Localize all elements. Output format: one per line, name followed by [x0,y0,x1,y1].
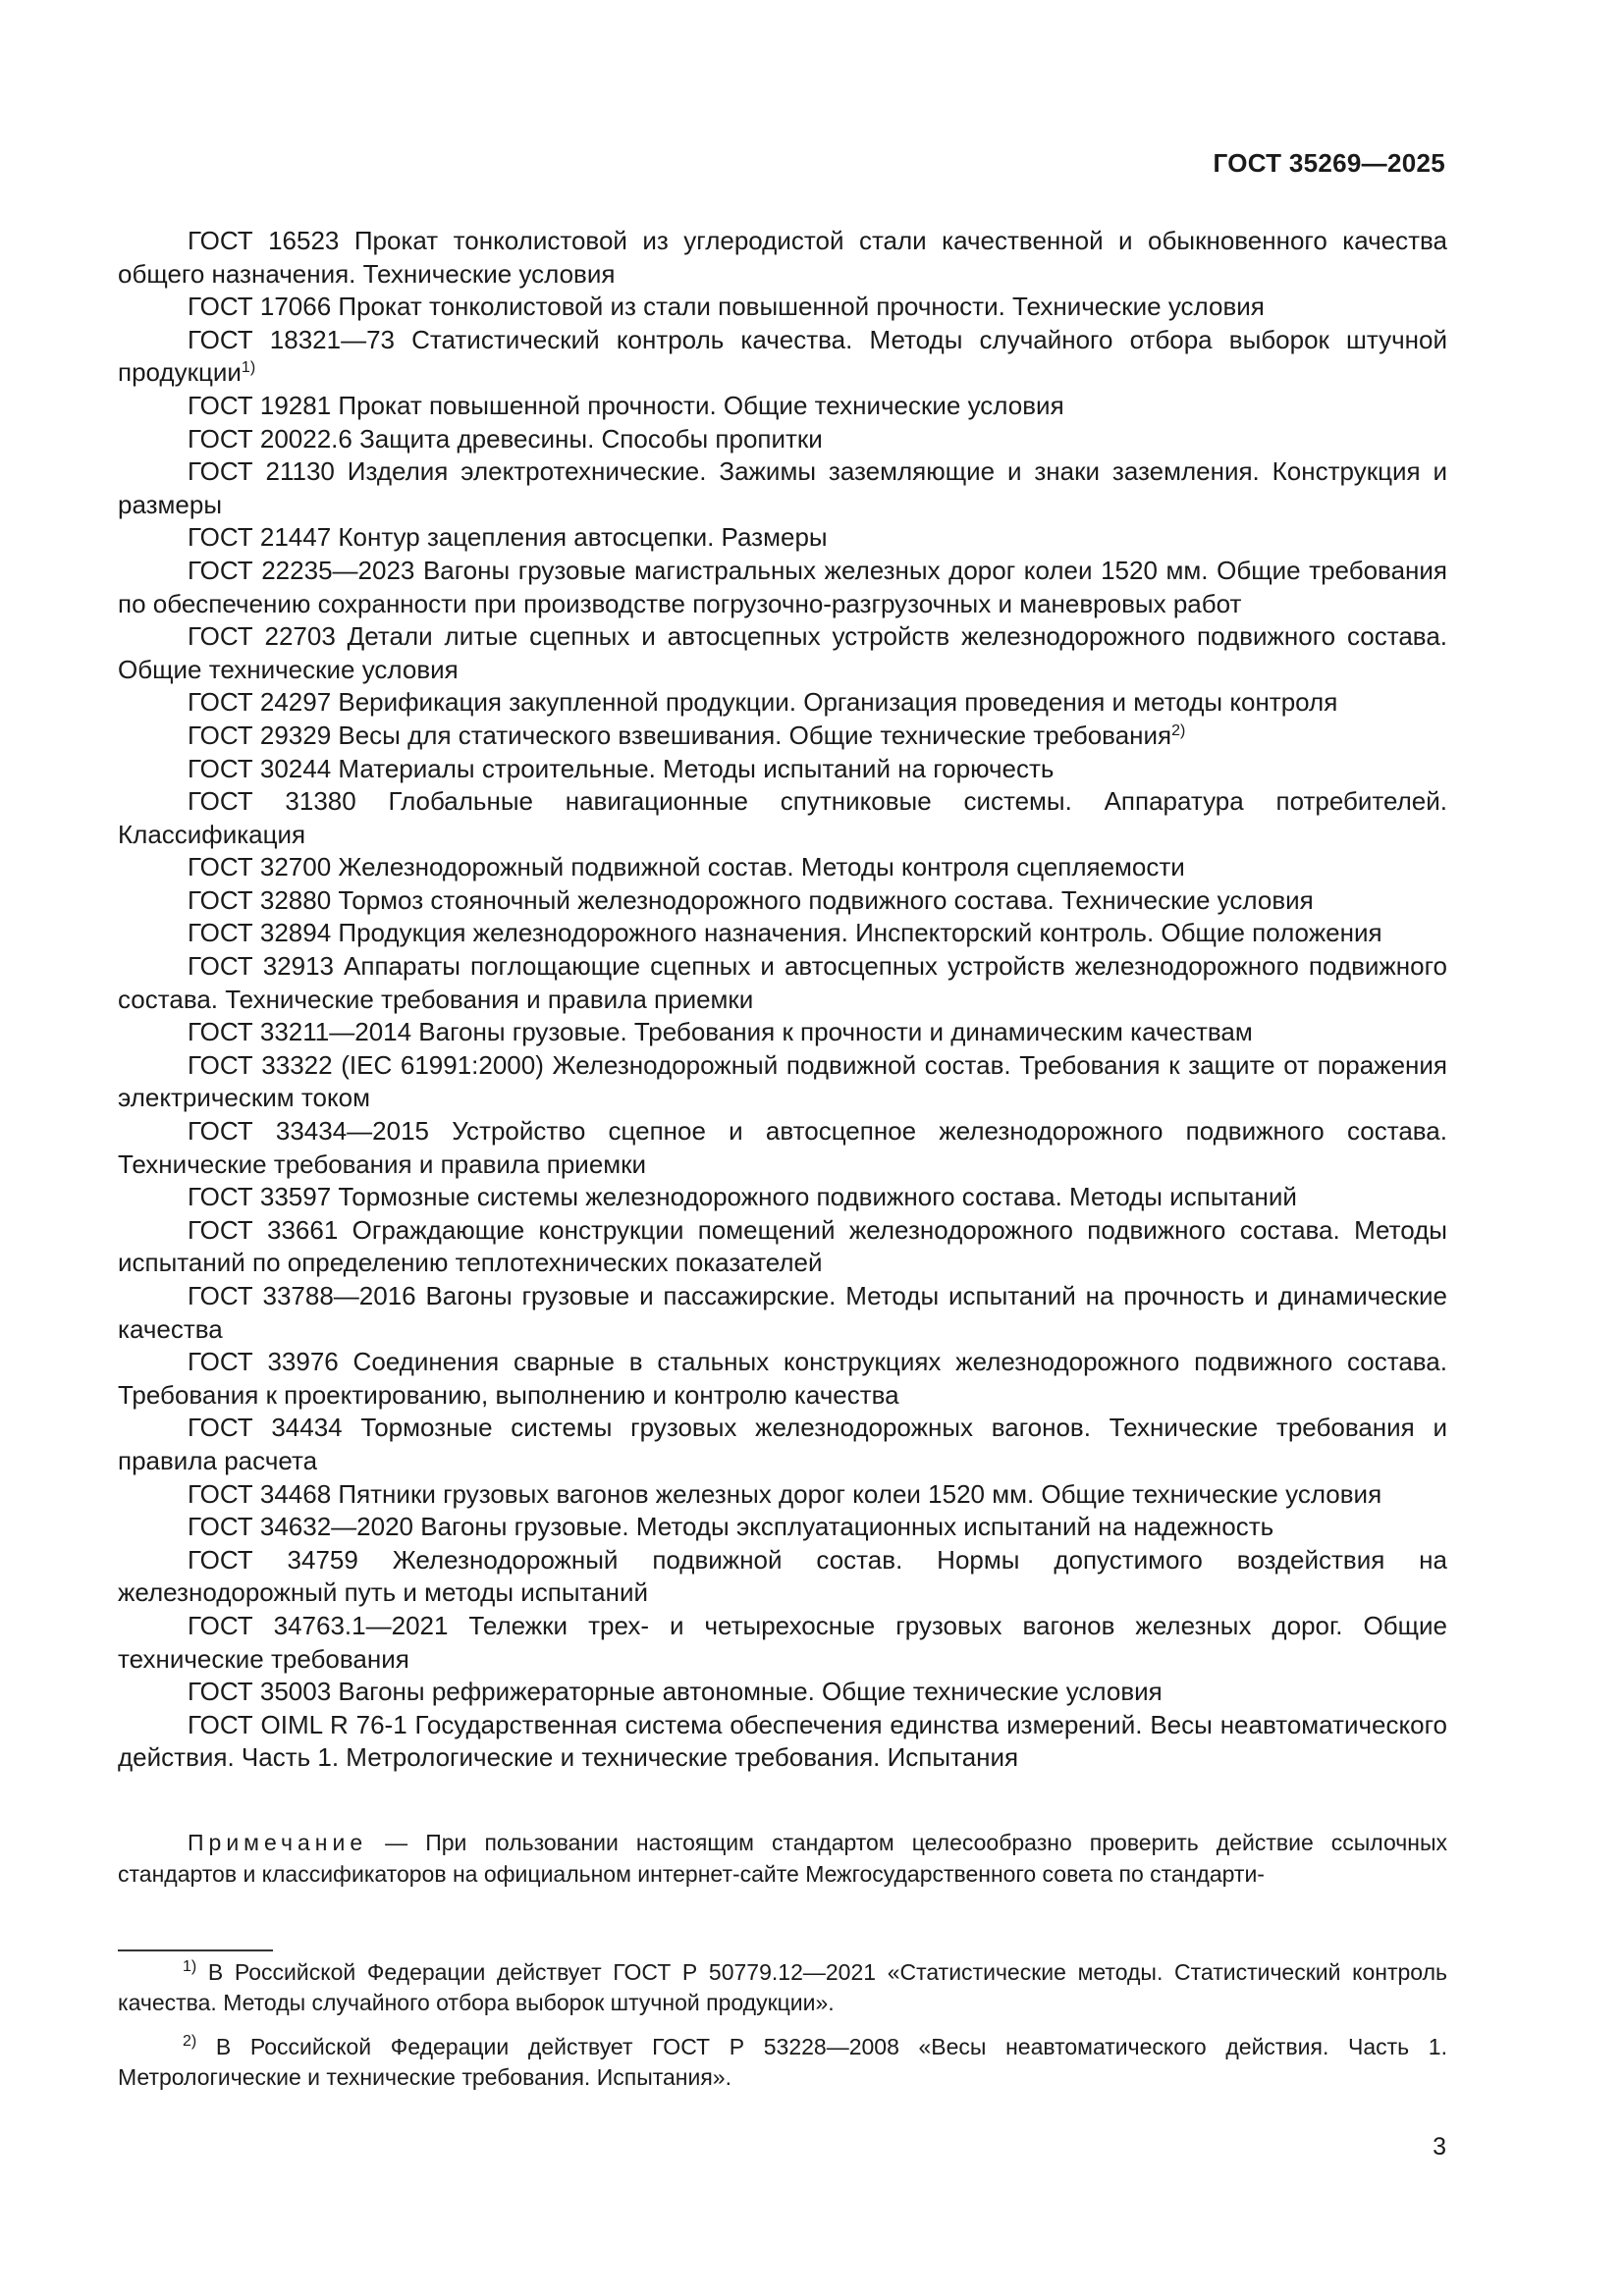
reference-item [118,1115,1447,1181]
reference-item [118,324,1447,390]
reference-item [118,917,1447,950]
reference-item [118,521,1447,555]
reference-text: ГОСТ 21447 Контур зацепления автосцепки. Размеры [188,522,828,553]
reference-text: ГОСТ 29329 Весы для статического взвешивания. Общие технические требования [188,720,1172,750]
reference-text: ГОСТ 21130 Изделия электротехнические. Зажимы заземляющие и знаки заземления. Конструкция и размеры [118,456,1447,519]
reference-item [118,1676,1447,1709]
footnote-text: В Российской Федерации действует ГОСТ Р 53228—2008 «Весы неавтоматического действия. Часть 1. Метрологические и технические требования. Испытания». [118,2034,1447,2090]
reference-text: ГОСТ 32700 Железнодорожный подвижной состав. Методы контроля сцепляемости [188,852,1185,882]
reference-item [118,720,1447,753]
reference-item [118,620,1447,686]
reference-text: ГОСТ 33976 Соединения сварные в стальных конструкциях железнодорожного подвижного состава. Требования к проектированию, выполнению и контролю качества [118,1347,1447,1410]
reference-item [118,1610,1447,1676]
reference-text: ГОСТ 34763.1—2021 Тележки трех- и четырехосные грузовых вагонов железных дорог. Общие технические требования [118,1610,1447,1674]
reference-text: ГОСТ 30244 Материалы строительные. Методы испытаний на горючесть [188,753,1055,783]
page-number: 3 [1433,2133,1446,2161]
reference-text: ГОСТ 32880 Тормоз стояночный железнодорожного подвижного состава. Технические условия [188,884,1314,915]
reference-item [118,1280,1447,1346]
reference-item [118,291,1447,324]
reference-text: ГОСТ 20022.6 Защита древесины. Способы пропитки [188,423,823,454]
footnote-ref: 2) [1171,721,1186,739]
reference-item [118,950,1447,1016]
reference-item [118,1346,1447,1412]
reference-item [118,1511,1447,1544]
note-label: Примечание [188,1830,368,1855]
reference-text: ГОСТ 16523 Прокат тонколистовой из углеродистой стали качественной и обыкновенного качества общего назначения. Технические условия [118,226,1447,289]
reference-text: ГОСТ 18321—73 Статистический контроль качества. Методы случайного отбора выборок штучной продукции [118,324,1447,388]
reference-text: ГОСТ 17066 Прокат тонколистовой из стали повышенной прочности. Технические условия [188,292,1265,322]
reference-item [118,1181,1447,1214]
reference-item [118,225,1447,291]
reference-item [118,1709,1447,1775]
reference-text: ГОСТ OIML R 76-1 Государственная система обеспечения единства измерений. Весы неавтоматического действия. Часть 1. Метрологические и технические требования. Испытания [118,1709,1447,1773]
note-text: — При пользовании настоящим стандартом целесообразно проверить действие ссылочных стандартов и классификаторов на официальном интернет-сайте Межгосударственного совета по стандарти- [118,1830,1447,1887]
footnote-text: В Российской Федерации действует ГОСТ Р 50779.12—2021 «Статистические методы. Статистический контроль качества. Методы случайного отбора выборок штучной продукции». [118,1959,1447,2015]
reference-text: ГОСТ 33661 Ограждающие конструкции помещений железнодорожного подвижного состава. Методы испытаний по определению теплотехнических показателей [118,1214,1447,1278]
reference-text: ГОСТ 32894 Продукция железнодорожного назначения. Инспекторский контроль. Общие положения [188,918,1382,948]
reference-item [118,390,1447,423]
reference-text: ГОСТ 32913 Аппараты поглощающие сцепных и автосцепных устройств железнодорожного подвижного состава. Технические требования и правила приемки [118,951,1447,1014]
reference-text: ГОСТ 34434 Тормозные системы грузовых железнодорожных вагонов. Технические требования и правила расчета [118,1413,1447,1475]
reference-text: ГОСТ 33322 (IEC 61991:2000) Железнодорожный подвижной состав. Требования к защите от поражения электрическим током [118,1049,1447,1113]
reference-item [118,785,1447,851]
reference-text: ГОСТ 22235—2023 Вагоны грузовые магистральных железных дорог колеи 1520 мм. Общие требования по обеспечению сохранности при производстве погрузочно-разгрузочных и маневровых работ [118,555,1447,618]
reference-text: ГОСТ 19281 Прокат повышенной прочности. Общие технические условия [188,390,1064,420]
footnote-marker: 2) [183,2033,197,2050]
reference-item [118,1016,1447,1049]
footnotes [118,1957,1447,2107]
reference-text: ГОСТ 24297 Верификация закупленной продукции. Организация проведения и методы контроля [188,687,1338,718]
reference-text: ГОСТ 22703 Детали литые сцепных и автосцепных устройств железнодорожного подвижного состава. Общие технические условия [118,621,1447,684]
reference-text: ГОСТ 33211—2014 Вагоны грузовые. Требования к прочности и динамическим качествам [188,1017,1253,1047]
reference-item [118,1544,1447,1610]
reference-text: ГОСТ 35003 Вагоны рефрижераторные автономные. Общие технические условия [188,1677,1163,1707]
document-header: ГОСТ 35269—2025 [1213,148,1445,178]
reference-item [118,423,1447,456]
footnote-ref: 1) [241,359,256,377]
footnote [118,1957,1447,2018]
reference-item [118,753,1447,786]
reference-text: ГОСТ 34632—2020 Вагоны грузовые. Методы эксплуатационных испытаний на надежность [188,1512,1274,1542]
footnote-marker: 1) [183,1958,197,1975]
reference-item [118,1214,1447,1280]
reference-item [118,884,1447,918]
reference-text: ГОСТ 33597 Тормозные системы железнодорожного подвижного состава. Методы испытаний [188,1182,1297,1212]
reference-text: ГОСТ 33788—2016 Вагоны грузовые и пассажирские. Методы испытаний на прочность и динамические качества [118,1281,1447,1344]
reference-text: ГОСТ 34759 Железнодорожный подвижной состав. Нормы допустимого воздействия на железнодорожный путь и методы испытаний [118,1544,1447,1608]
reference-item [118,851,1447,884]
footnote [118,2032,1447,2093]
footnote-separator [118,1949,273,1951]
reference-item [118,555,1447,620]
normative-references-list [118,225,1447,1775]
reference-item [118,686,1447,720]
note-paragraph [118,1827,1447,1890]
reference-text: ГОСТ 33434—2015 Устройство сцепное и автосцепное железнодорожного подвижного состава. Технические требования и правила приемки [118,1116,1447,1179]
reference-item [118,455,1447,521]
reference-item [118,1478,1447,1512]
reference-text: ГОСТ 31380 Глобальные навигационные спутниковые системы. Аппаратура потребителей. Классификация [118,786,1447,849]
reference-item [118,1412,1447,1477]
reference-item [118,1049,1447,1115]
reference-text: ГОСТ 34468 Пятники грузовых вагонов железных дорог колеи 1520 мм. Общие технические условия [188,1478,1382,1509]
